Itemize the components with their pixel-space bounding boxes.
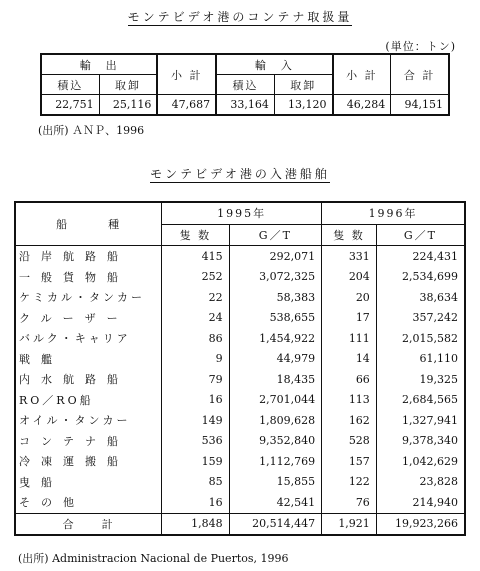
table-row [15, 287, 465, 308]
count-1996: 111 [322, 328, 377, 349]
import-loading-value: 33,164 [216, 95, 274, 116]
gt-1996: 214,940 [376, 492, 465, 513]
table-row [15, 472, 465, 493]
count-1995: 16 [162, 390, 229, 411]
count-1996: 14 [322, 349, 377, 370]
ship-type-header: 船 種 [15, 202, 162, 246]
gt-1996: 357,242 [376, 308, 465, 329]
count-1995: 22 [162, 287, 229, 308]
export-loading-header: 積込 [41, 75, 99, 95]
table-row [15, 369, 465, 390]
ship-type-name: 沿岸航路船 [15, 246, 162, 267]
count-1996: 20 [322, 287, 377, 308]
count-1995: 86 [162, 328, 229, 349]
gt-1995: 42,541 [229, 492, 322, 513]
unit-label: (単位：トン) [385, 40, 456, 53]
gt-1995: 292,071 [229, 246, 322, 267]
ship-type-name: ケミカル・タンカー [15, 287, 162, 308]
count-1995: 85 [162, 472, 229, 493]
gt-1995-header: G／T [229, 224, 322, 246]
gt-1996: 2,015,582 [376, 328, 465, 349]
gt-1996: 19,325 [376, 369, 465, 390]
table-row [15, 328, 465, 349]
gt-1995: 1,454,922 [229, 328, 322, 349]
gt-1995: 58,383 [229, 287, 322, 308]
gt-1995: 2,701,044 [229, 390, 322, 411]
gt-1996: 61,110 [376, 349, 465, 370]
container-table [40, 53, 450, 116]
table-row [15, 267, 465, 288]
count-1995: 9 [162, 349, 229, 370]
count-1995: 252 [162, 267, 229, 288]
gt-1996: 224,431 [376, 246, 465, 267]
import-subtotal-header: 小 計 [333, 54, 391, 95]
import-subtotal-value: 46,284 [333, 95, 391, 116]
count-1995: 149 [162, 410, 229, 431]
export-subtotal-header: 小 計 [157, 54, 216, 95]
count-1996: 162 [322, 410, 377, 431]
import-header: 輸 入 [216, 54, 332, 75]
ship-type-name: RO／RO船 [15, 390, 162, 411]
table-row [15, 431, 465, 452]
count-1996: 17 [322, 308, 377, 329]
total-label: 合 計 [15, 513, 162, 535]
table-row [15, 246, 465, 267]
table-row [15, 390, 465, 411]
gt-1995: 538,655 [229, 308, 322, 329]
total-gt-1995: 20,514,447 [229, 513, 322, 535]
count-1995-header: 隻 数 [162, 224, 229, 246]
export-header: 輸 出 [41, 54, 157, 75]
count-1996: 113 [322, 390, 377, 411]
import-unloading-header: 取卸 [274, 75, 332, 95]
ship-type-name: バルク・キャリア [15, 328, 162, 349]
ship-type-name: 戦艦 [15, 349, 162, 370]
count-1995: 159 [162, 451, 229, 472]
gt-1995: 15,855 [229, 472, 322, 493]
ship-type-name: 曳船 [15, 472, 162, 493]
gt-1995: 18,435 [229, 369, 322, 390]
export-subtotal-value: 47,687 [157, 95, 216, 116]
count-1995: 536 [162, 431, 229, 452]
total-gt-1996: 19,923,266 [376, 513, 465, 535]
total-count-1996: 1,921 [322, 513, 377, 535]
count-1995: 415 [162, 246, 229, 267]
count-1996: 122 [322, 472, 377, 493]
total-header: 合 計 [391, 54, 449, 95]
ships-source: (出所) Administracion Nacional de Puertos, 1996 [18, 552, 289, 565]
gt-1995: 1,809,628 [229, 410, 322, 431]
container-source: (出所) ＡＮＰ、1996 [38, 124, 145, 137]
year-1996-header: 1996年 [322, 202, 465, 224]
count-1996: 157 [322, 451, 377, 472]
table-row [15, 451, 465, 472]
total-count-1995: 1,848 [162, 513, 229, 535]
ship-type-name: オイル・タンカー [15, 410, 162, 431]
ship-type-name: 内水航路船 [15, 369, 162, 390]
import-unloading-value: 13,120 [274, 95, 332, 116]
gt-1996: 1,042,629 [376, 451, 465, 472]
gt-1995: 1,112,769 [229, 451, 322, 472]
export-loading-value: 22,751 [41, 95, 99, 116]
gt-1996: 2,684,565 [376, 390, 465, 411]
gt-1996: 38,634 [376, 287, 465, 308]
gt-1996: 9,378,340 [376, 431, 465, 452]
gt-1996: 2,534,699 [376, 267, 465, 288]
ship-type-name: その他 [15, 492, 162, 513]
year-1995-header: 1995年 [162, 202, 322, 224]
ship-type-name: 一般貨物船 [15, 267, 162, 288]
gt-1996: 1,327,941 [376, 410, 465, 431]
gt-1995: 44,979 [229, 349, 322, 370]
export-unloading-value: 25,116 [99, 95, 157, 116]
ships-title: モンテビデオ港の入港船舶 [150, 167, 330, 181]
count-1996: 528 [322, 431, 377, 452]
count-1996: 331 [322, 246, 377, 267]
count-1995: 79 [162, 369, 229, 390]
ship-type-name: 冷凍運搬船 [15, 451, 162, 472]
ship-type-name: コンテナ船 [15, 431, 162, 452]
count-1995: 24 [162, 308, 229, 329]
gt-1996: 23,828 [376, 472, 465, 493]
count-1996-header: 隻 数 [322, 224, 377, 246]
gt-1996-header: G／T [376, 224, 465, 246]
gt-1995: 3,072,325 [229, 267, 322, 288]
ship-type-name: クルーザー [15, 308, 162, 329]
export-unloading-header: 取卸 [99, 75, 157, 95]
count-1996: 76 [322, 492, 377, 513]
count-1996: 204 [322, 267, 377, 288]
table-row [15, 308, 465, 329]
container-title: モンテビデオ港のコンテナ取扱量 [127, 10, 353, 24]
import-loading-header: 積込 [216, 75, 274, 95]
table-row [15, 349, 465, 370]
ships-table [14, 201, 466, 536]
count-1996: 66 [322, 369, 377, 390]
gt-1995: 9,352,840 [229, 431, 322, 452]
count-1995: 16 [162, 492, 229, 513]
table-row [15, 492, 465, 513]
total-value: 94,151 [391, 95, 449, 116]
table-row [15, 410, 465, 431]
